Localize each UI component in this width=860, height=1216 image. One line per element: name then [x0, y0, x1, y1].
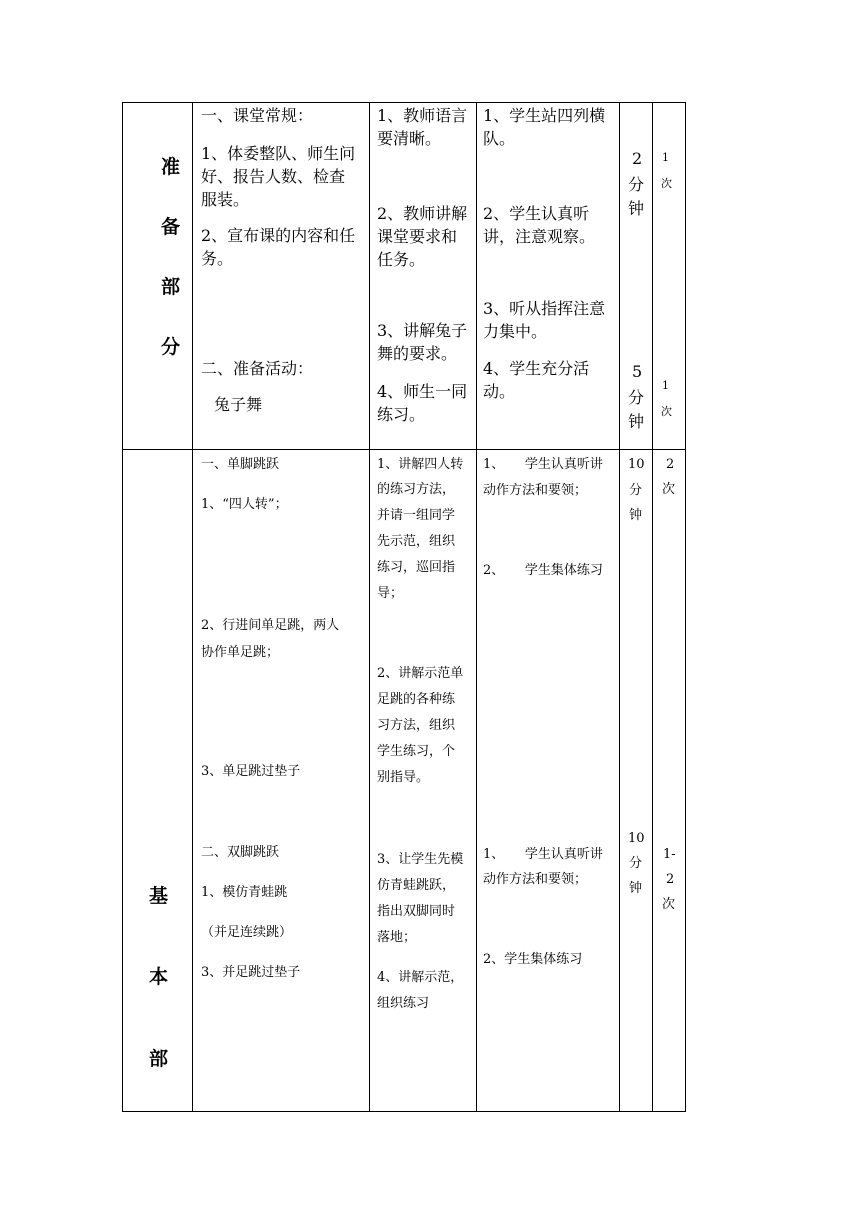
count-unit: 次 [662, 897, 676, 912]
teacher-line: 课堂要求和 [377, 227, 458, 246]
column-divider [369, 102, 370, 1112]
student-line: 2、学生集体练习 [483, 952, 583, 967]
content-line: 1、体委整队、师生问 [201, 144, 356, 163]
teacher-line: 导； [377, 586, 404, 601]
teacher-line: 1、教师语言 [377, 106, 468, 125]
table-border-top [122, 102, 686, 103]
content-line: 二、准备活动： [201, 359, 314, 378]
content-line: 2、宣布课的内容和任 [201, 226, 356, 245]
time-unit: 分 [629, 483, 643, 498]
table-border-right [685, 102, 686, 1112]
content-line: 务。 [201, 249, 234, 268]
teacher-line: 要清晰。 [377, 129, 442, 148]
content-line: 二、双脚跳跃 [201, 845, 280, 860]
teacher-line: 练习。 [377, 405, 426, 424]
time-unit: 分 [629, 856, 643, 871]
table-border-left [122, 102, 123, 1112]
teacher-line: 并请一组同学 [377, 508, 456, 523]
count-unit: 次 [662, 482, 676, 497]
teacher-line: 落地； [377, 930, 417, 945]
teacher-line: 练习，巡回指 [377, 560, 456, 575]
teacher-line: 4、师生一同 [377, 382, 468, 401]
teacher-line: 2、教师讲解 [377, 204, 468, 223]
time-unit: 钟 [629, 881, 643, 896]
count-value: 1- [663, 847, 676, 862]
teacher-line: 3、让学生先模 [377, 852, 464, 867]
count-value: 2 [666, 457, 675, 472]
section-char: 部 [149, 1048, 169, 1070]
time-unit: 钟 [629, 508, 643, 523]
section-char: 备 [161, 216, 181, 238]
time-unit: 钟 [628, 412, 645, 431]
student-line: 队。 [483, 129, 516, 148]
student-line: 讲，注意观察。 [483, 227, 596, 246]
count-unit: 次 [661, 405, 672, 418]
content-line: 3、并足跳过垫子 [201, 965, 301, 980]
column-divider [192, 102, 193, 1112]
count-value: 1 [662, 379, 669, 392]
teacher-line: 任务。 [377, 250, 426, 269]
teacher-line: 4、讲解示范， [377, 970, 464, 985]
section-char: 准 [161, 156, 181, 178]
row-divider [122, 449, 686, 450]
time-unit: 分 [628, 175, 645, 194]
student-line: 1、 学生认真听讲 [483, 847, 603, 862]
teacher-line: 学生练习，个 [377, 744, 456, 759]
content-line: 一、课堂常规： [201, 106, 314, 125]
student-line: 4、学生充分活 [483, 359, 590, 378]
teacher-line: 习方法，组织 [377, 718, 456, 733]
student-line: 2、学生认真听 [483, 204, 590, 223]
student-line: 3、听从指挥注意 [483, 299, 606, 318]
content-line: 一、单脚跳跃 [201, 457, 280, 472]
time-value: 10 [628, 831, 645, 846]
student-line: 力集中。 [483, 322, 548, 341]
teacher-line: 2、讲解示范单 [377, 666, 464, 681]
teacher-line: 别指导。 [377, 770, 430, 785]
time-unit: 分 [628, 388, 645, 407]
content-line: 兔子舞 [214, 395, 263, 414]
content-line: 好、报告人数、检查 [201, 167, 346, 186]
time-value: 5 [632, 362, 643, 381]
content-line: 1、“四人转”； [201, 497, 288, 512]
teacher-line: 先示范，组织 [377, 534, 456, 549]
table-border-bottom [122, 1111, 686, 1112]
section-char: 分 [161, 336, 181, 358]
teacher-line: 1、讲解四人转 [377, 457, 464, 472]
teacher-line: 仿青蛙跳跃， [377, 878, 456, 893]
teacher-line: 指出双脚同时 [377, 904, 456, 919]
time-value: 10 [628, 457, 645, 472]
column-divider [652, 102, 653, 1112]
column-divider [476, 102, 477, 1112]
section-char: 基 [149, 885, 169, 907]
content-line: 2、行进间单足跳，两人 [201, 618, 340, 633]
student-line: 动作方法和要领； [483, 872, 588, 887]
student-line: 1、学生站四列横 [483, 106, 606, 125]
student-line: 2、 学生集体练习 [483, 563, 603, 578]
time-value: 2 [632, 149, 643, 168]
content-line: 1、模仿青蛙跳 [201, 885, 288, 900]
student-line: 动。 [483, 382, 516, 401]
column-divider [619, 102, 620, 1112]
teacher-line: 组织练习 [377, 996, 430, 1011]
count-value: 1 [662, 151, 669, 164]
student-line: 动作方法和要领； [483, 483, 588, 498]
time-unit: 钟 [628, 199, 645, 218]
content-line: 协作单足跳； [201, 645, 280, 660]
teacher-line: 3、讲解兔子 [377, 321, 468, 340]
count-value: 2 [666, 872, 675, 887]
content-line: 服装。 [201, 190, 250, 209]
count-unit: 次 [661, 177, 672, 190]
teacher-line: 舞的要求。 [377, 344, 458, 363]
student-line: 1、 学生认真听讲 [483, 457, 603, 472]
teacher-line: 足跳的各种练 [377, 692, 456, 707]
content-line: （并足连续跳） [201, 925, 293, 940]
teacher-line: 的练习方法， [377, 482, 456, 497]
section-char: 部 [161, 276, 181, 298]
section-char: 本 [149, 966, 169, 988]
content-line: 3、单足跳过垫子 [201, 764, 301, 779]
